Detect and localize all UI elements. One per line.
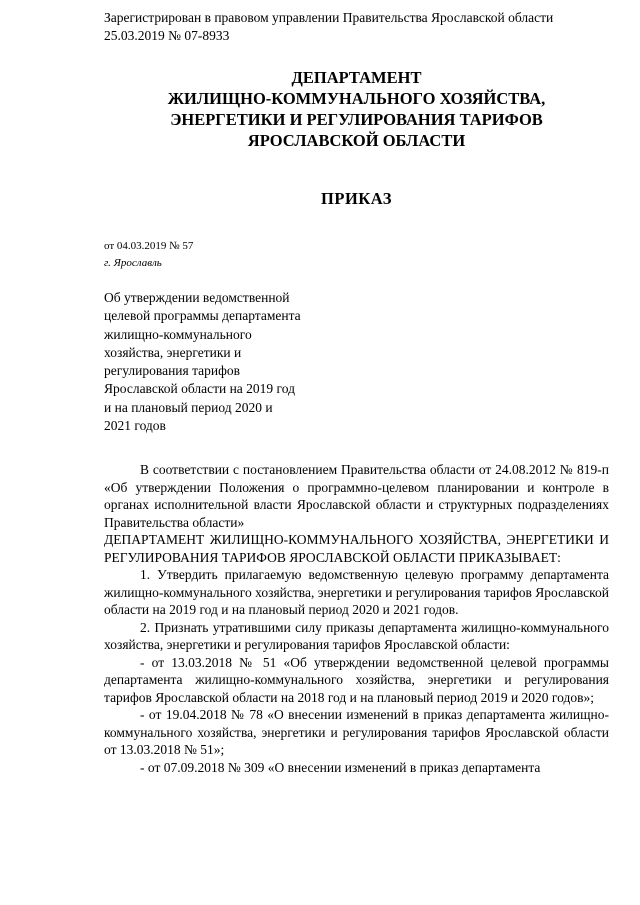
subject-line: целевой программы департамента <box>104 308 301 324</box>
subitem-2-paragraph: - от 19.04.2018 № 78 «О внесении изменений в приказ департамента жилищно-коммунального хозяйства, энергетики и регулирования тарифов Ярославской области от 13.03.2018 № 51»; <box>104 707 609 757</box>
subject-line: хозяйства, энергетики и <box>104 344 242 360</box>
subject-line: Об утверждении ведомственной <box>104 290 290 305</box>
registration-line-1: Зарегистрирован в правовом управлении Правительства Ярославской области <box>104 10 554 25</box>
directive-paragraph: ДЕПАРТАМЕНТ ЖИЛИЩНО-КОММУНАЛЬНОГО ХОЗЯЙСТВА, ЭНЕРГЕТИКИ И РЕГУЛИРОВАНИЯ ТАРИФОВ ЯРОСЛАВСКОЙ ОБЛАСТИ ПРИКАЗЫВАЕТ: <box>104 532 609 565</box>
subitem-1-paragraph: - от 13.03.2018 № 51 «Об утверждении ведомственной целевой программы департамента жилищно-коммунального хозяйства, энергетики и регулирования тарифов Ярославской области на 2018 год и на плановый период 2019 и 2020 годов»; <box>104 654 609 705</box>
order-subject <box>104 289 344 435</box>
order-date-number: от 04.03.2019 № 57 <box>104 240 194 252</box>
order-city: г. Ярославль <box>104 257 162 269</box>
subject-line: регулирования тарифов <box>104 363 241 379</box>
preamble-paragraph: В соответствии с постановлением Правительства области от 24.08.2012 № 819-п «Об утверждении Положения о программно-целевом планировании и контроле в органах исполнительной власти Ярославской области и структурных подразделениях Правительства области» <box>104 462 609 530</box>
registration-line-2: 25.03.2019 № 07-8933 <box>104 28 230 43</box>
order-meta <box>104 238 193 272</box>
subject-line: 2021 годов <box>104 418 166 434</box>
subject-line: и на плановый период 2020 и <box>104 399 273 415</box>
department-line-1: ДЕПАРТАМЕНТ <box>291 68 422 87</box>
order-title: ПРИКАЗ <box>321 189 392 208</box>
subject-line: Ярославской области на 2019 год <box>104 381 295 397</box>
department-line-3: ЭНЕРГЕТИКИ И РЕГУЛИРОВАНИЯ ТАРИФОВ <box>170 110 543 129</box>
subject-line: жилищно-коммунального <box>104 326 252 342</box>
department-header <box>104 67 609 151</box>
subitem-3-paragraph: - от 07.09.2018 № 309 «О внесении изменений в приказ департамента <box>140 759 541 775</box>
order-body <box>104 461 609 776</box>
department-line-2: ЖИЛИЩНО-КОММУНАЛЬНОГО ХОЗЯЙСТВА, <box>167 89 546 108</box>
registration-note <box>104 9 624 45</box>
item-2-paragraph: 2. Признать утратившими силу приказы департамента жилищно-коммунального хозяйства, энергетики и регулирования тарифов Ярославской области: <box>104 619 609 652</box>
department-line-4: ЯРОСЛАВСКОЙ ОБЛАСТИ <box>247 131 466 150</box>
item-1-paragraph: 1. Утвердить прилагаемую ведомственную целевую программу департамента жилищно-коммунального хозяйства, энергетики и регулирования тарифов Ярославской области на 2019 год и на плановый период 2020 и 2021 годов. <box>104 567 609 617</box>
